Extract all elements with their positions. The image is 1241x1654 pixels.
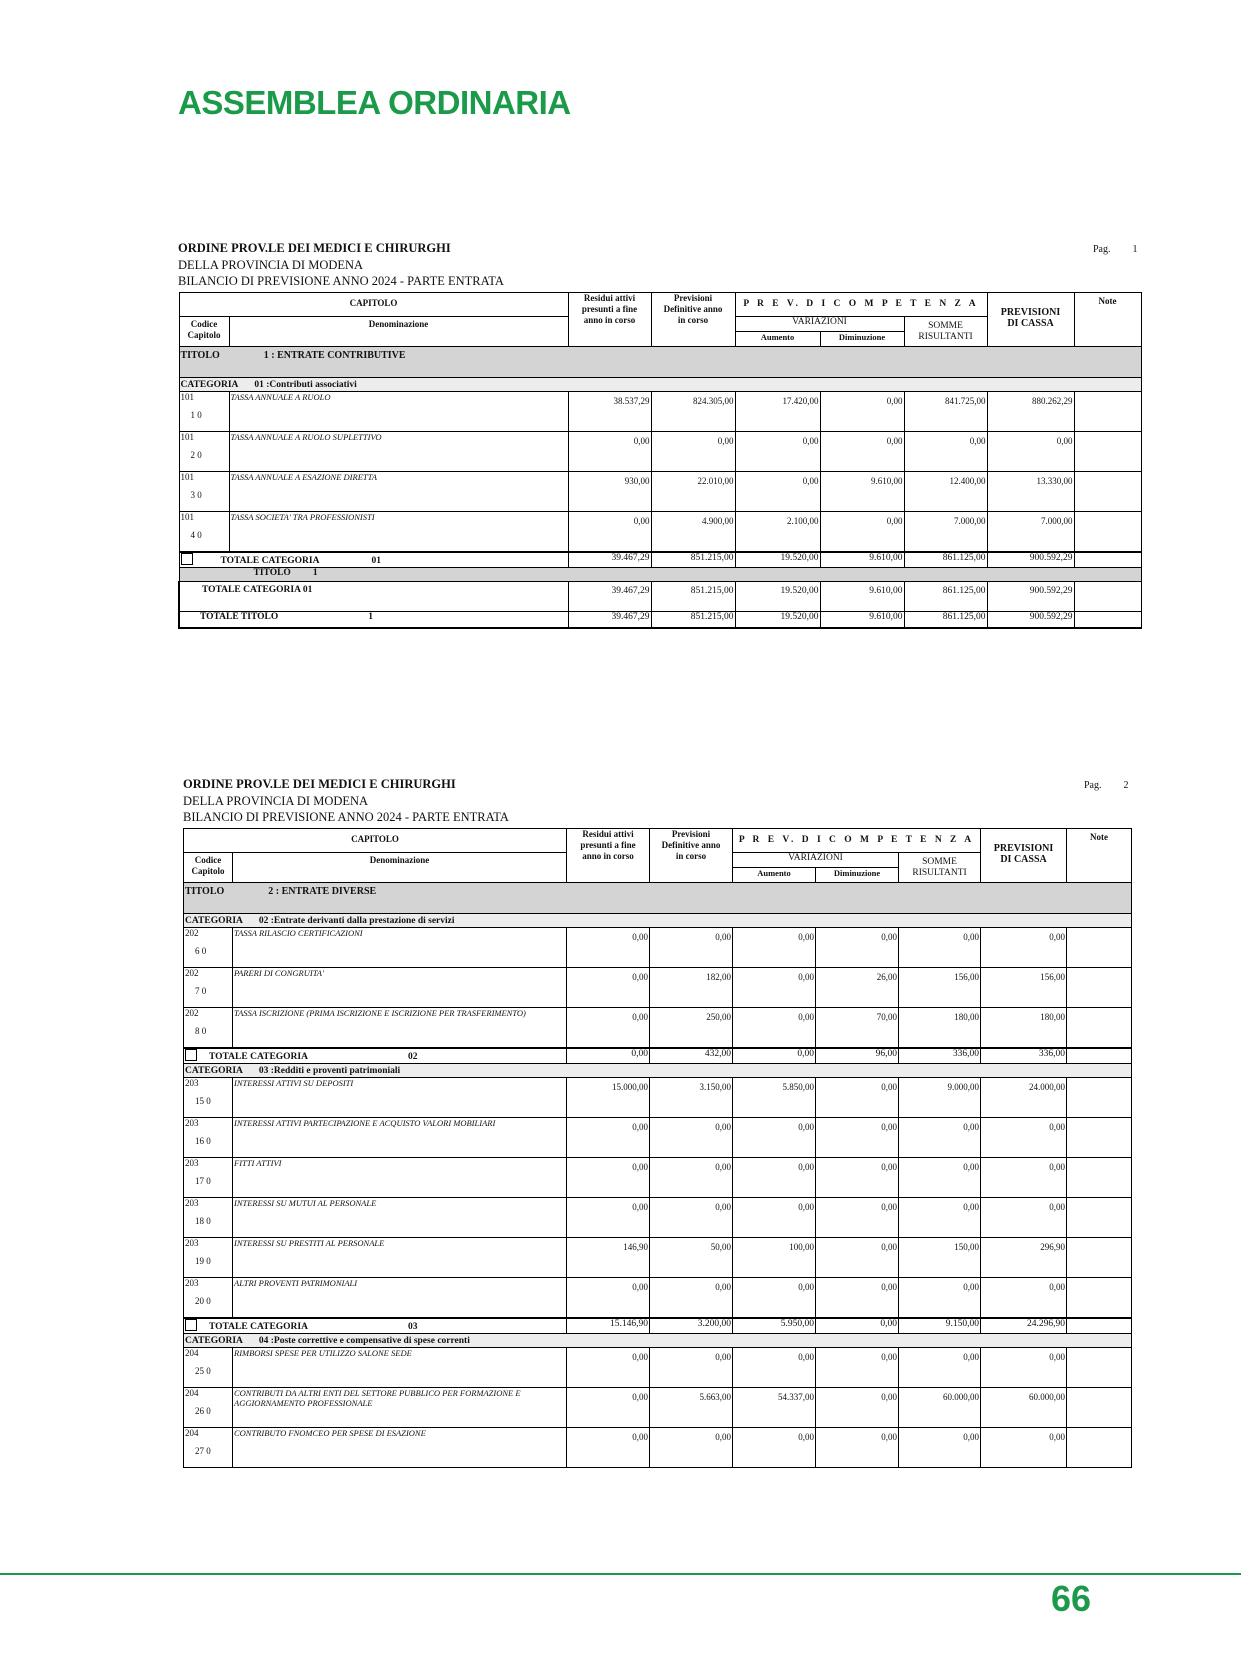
header-variazioni: VARIAZIONI [735,317,904,332]
header-denominazione: Denominazione [229,317,568,347]
header-codice: Codice Capitolo [179,317,229,347]
header-denominazione: Denominazione [233,853,567,883]
value-cassa: 296,90 [981,1238,1067,1278]
codice-capitolo: 101 4 0 [179,512,229,553]
value-prev: 50,00 [650,1238,733,1278]
codice-capitolo: 203 18 0 [184,1198,233,1238]
value-prev: 182,00 [650,968,733,1008]
value-res: 0,00 [567,1278,650,1319]
budget-table-page1: CAPITOLO Residui attivi presunti a fine anno in corso Previsioni Definitive anno in corso P R E V. D I C O M P E T E N Z A PREVISIONI DI CASSA Note Codice Capitolo Denominazione VARIAZIONI SOMME RISULTANTI Aumento Diminuzione TITOLO 1 : ENTRATE CONTRIBUTIVE CATEGORIA 01 :Contributi associativi 101 1 0 TASSA ANNUALE A RUOLO 38.537,29 824.305,00 17.420,00 0,00 841.725,00 880.262,29 101 2 0 TASSA ANNUALE A RUOLO SUPLETTIVO 0,00 0,00 0,00 0,00 0,00 0,00 101 3 0 TASSA ANNUALE A ESAZIONE DIRETTA 930,00 22.010,00 0,00 9.610,00 12.400,00 13.330,00 101 4 0 TASSA SOCIETA' TRA PROFESSIONISTI 0,00 4.900,00 2.100,00 0,00 7.000,00 7.000,00 TOTALE CATEGORIA 01 39.467,29 851.215,00 19.520,00 9.610,00 861.125,00 900.592,29 TITOLO 1 TOTALE CATEGORIA 01 39.467,29 851.215,00 19.520,00 9.610,00 861.125,00 900.592,29 TOTALE TITOLO 1 39.467,29 851.215,00 19.520,00 9.610,00 861.125,00 900.592,29 [178,292,1142,629]
value-dim: 0,00 [816,1278,899,1319]
value-cassa: 7.000,00 [987,512,1074,553]
value-somme: 12.400,00 [904,472,987,512]
value-dim: 0,00 [816,1348,899,1388]
table-row [184,928,1132,968]
value-dim: 70,00 [816,1008,899,1049]
table-row [184,1238,1132,1278]
value-somme: 60.000,00 [899,1388,981,1428]
header-residui: Residui attivi presunti a fine anno in corso [568,293,651,347]
tot-cassa: 900.592,29 [987,552,1074,568]
denominazione: TASSA RILASCIO CERTIFICAZIONI [233,928,567,968]
header-somme-risultanti: SOMME RISULTANTI [904,317,987,347]
value-somme: 0,00 [904,432,987,472]
value-res: 0,00 [568,432,651,472]
table-row [184,968,1132,1008]
value-aum: 0,00 [733,1118,816,1158]
categoria-row: CATEGORIA 01 :Contributi associativi [179,378,1141,392]
table-row [184,1428,1132,1468]
value-cassa: 60.000,00 [981,1388,1067,1428]
titolo-row: TITOLO 1 : ENTRATE CONTRIBUTIVE [179,347,1141,378]
header-capitolo: CAPITOLO [184,829,567,853]
page2-header [183,776,509,826]
table-row [179,512,1141,553]
denominazione: TASSA ANNUALE A RUOLO [229,392,568,432]
value-somme: 0,00 [899,1198,981,1238]
value-aum: 0,00 [733,1158,816,1198]
value-aum: 0,00 [733,1198,816,1238]
value-cassa: 0,00 [981,1278,1067,1319]
codice-capitolo: 202 8 0 [184,1008,233,1049]
value-res: 0,00 [567,1118,650,1158]
denominazione: INTERESSI SU PRESTITI AL PERSONALE [233,1238,567,1278]
checkbox-icon [185,1049,197,1061]
codice-capitolo: 101 1 0 [179,392,229,432]
value-res: 0,00 [567,1158,650,1198]
titolo-summary-row: TITOLO 1 [179,568,1141,582]
page-number: 66 [1050,1578,1091,1619]
table-row [179,472,1141,512]
header-codice: Codice Capitolo [184,853,233,883]
value-cassa: 180,00 [981,1008,1067,1049]
budget-table-page2: CAPITOLO Residui attivi presunti a fine anno in corso Previsioni Definitive anno in corso P R E V. D I C O M P E T E N Z A PREVISIONI DI CASSA Note Codice Capitolo Denominazione VARIAZIONI SOMME RISULTANTI Aumento Diminuzione TITOLO 2 : ENTRATE DIVERSE CATEGORIA 02 :Entrate derivanti dalla prestazione di servizi 202 6 0 TASSA RILASCIO CERTIFICAZIONI 0,00 0,00 0,00 0,00 0,00 0,00 202 7 0 PARERI DI CONGRUITA' 0,00 182,00 0,00 26,00 156,00 156,00 202 8 0 TASSA ISCRIZIONE (PRIMA ISCRIZIONE E ISCRIZIONE PER TRASFERIMENTO) 0,00 250,00 0,00 70,00 180,00 180,00 TOTALE CATEGORIA 02 0,00 432,00 0,00 96,00 336,00 336,00 CATEGORIA 03 :Redditi e proventi patrimoniali 203 15 0 INTERESSI ATTIVI SU DEPOSITI 15.000,00 3.150,00 5.850,00 0,00 9.000,00 24.000,00 203 16 0 INTERESSI ATTIVI PARTECIPAZIONE E ACQUISTO VALORI MOBILIARI 0,00 0,00 0,00 0,00 0,00 0,00 203 17 0 FITTI ATTIVI 0,00 0,00 0,00 0,00 0,00 0,00 203 18 0 INTERESSI SU MUTUI AL PERSONALE 0,00 0,00 0,00 0,00 0,00 0,00 203 19 0 INTERESSI SU PRESTITI AL PERSONALE 146,90 50,00 100,00 0,00 150,00 296,90 203 20 0 ALTRI PROVENTI PATRIMONIALI 0,00 0,00 0,00 0,00 0,00 0,00 TOTALE CATEGORIA 03 15.146,90 3.200,00 5.950,00 0,00 9.150,00 24.296,90 CATEGORIA 04 :Poste correttive e compensative di spese correnti 204 25 0 RIMBORSI SPESE PER UTILIZZO SALONE SEDE 0,00 0,00 0,00 0,00 0,00 0,00 204 26 0 CONTRIBUTI DA ALTRI ENTI DEL SETTORE PUBBLICO PER FORMAZIONE E AGGIORNAMENTO PROFESSIONALE 0,00 5.663,00 54.337,00 0,00 60.000,00 60.000,00 204 27 0 CONTRIBUTO FNOMCEO PER SPESE DI ESAZIONE 0,00 0,00 0,00 0,00 0,00 0,00 [183,828,1132,1468]
table-row [184,1078,1132,1118]
value-somme: 156,00 [899,968,981,1008]
value-prev: 0,00 [650,1118,733,1158]
value-prev: 0,00 [650,1348,733,1388]
header-note: Note [1074,293,1141,347]
totale-categoria-01: TOTALE CATEGORIA 01 [179,552,568,568]
value-aum: 0,00 [733,928,816,968]
value-cassa: 0,00 [981,1198,1067,1238]
value-cassa: 24.000,00 [981,1078,1067,1118]
value-cassa: 0,00 [981,1118,1067,1158]
value-somme: 0,00 [899,1428,981,1468]
note-cell [1067,1278,1132,1319]
header-aumento: Aumento [733,868,816,883]
note-cell [1074,392,1141,432]
tot-somme: 861.125,00 [904,552,987,568]
totale-categoria-03: TOTALE CATEGORIA 03 [184,1318,567,1334]
value-res: 0,00 [568,512,651,553]
codice-capitolo: 101 3 0 [179,472,229,512]
table-row [184,1348,1132,1388]
value-cassa: 0,00 [981,1158,1067,1198]
value-prev: 824.305,00 [651,392,735,432]
value-prev: 0,00 [651,432,735,472]
value-res: 0,00 [567,1348,650,1388]
tot-dim: 9.610,00 [820,552,904,568]
value-somme: 180,00 [899,1008,981,1049]
table-row [184,1388,1132,1428]
codice-capitolo: 202 6 0 [184,928,233,968]
header-residui: Residui attivi presunti a fine anno in corso [567,829,650,883]
value-res: 930,00 [568,472,651,512]
codice-capitolo: 204 26 0 [184,1388,233,1428]
value-somme: 0,00 [899,1118,981,1158]
value-prev: 250,00 [650,1008,733,1049]
value-cassa: 0,00 [981,928,1067,968]
value-prev: 0,00 [650,1198,733,1238]
value-somme: 150,00 [899,1238,981,1278]
header-capitolo: CAPITOLO [179,293,568,317]
page1-pag: Pag. 1 [1093,244,1138,255]
value-res: 38.537,29 [568,392,651,432]
note-cell [1074,472,1141,512]
denominazione: FITTI ATTIVI [233,1158,567,1198]
value-prev: 5.663,00 [650,1388,733,1428]
categoria-04-row: CATEGORIA 04 :Poste correttive e compensative di spese correnti [184,1334,1132,1348]
note-cell [1067,1388,1132,1428]
value-aum: 0,00 [733,968,816,1008]
tot-aum: 19.520,00 [735,552,820,568]
value-dim: 0,00 [820,432,904,472]
denominazione: ALTRI PROVENTI PATRIMONIALI [233,1278,567,1319]
value-cassa: 0,00 [987,432,1074,472]
value-aum: 2.100,00 [735,512,820,553]
totale-categoria-02: TOTALE CATEGORIA 02 [184,1048,567,1064]
codice-capitolo: 203 15 0 [184,1078,233,1118]
note-cell [1067,928,1132,968]
value-aum: 0,00 [735,432,820,472]
table-row [179,432,1141,472]
denominazione: TASSA ANNUALE A ESAZIONE DIRETTA [229,472,568,512]
value-dim: 0,00 [816,1388,899,1428]
value-prev: 3.150,00 [650,1078,733,1118]
value-dim: 0,00 [816,928,899,968]
denominazione: INTERESSI ATTIVI PARTECIPAZIONE E ACQUISTO VALORI MOBILIARI [233,1118,567,1158]
checkbox-icon [181,553,193,565]
value-res: 146,90 [567,1238,650,1278]
codice-capitolo: 203 20 0 [184,1278,233,1319]
value-prev: 4.900,00 [651,512,735,553]
value-dim: 26,00 [816,968,899,1008]
value-somme: 0,00 [899,1348,981,1388]
codice-capitolo: 204 27 0 [184,1428,233,1468]
header-diminuzione: Diminuzione [820,332,904,347]
header-aumento: Aumento [735,332,820,347]
note-cell [1067,1198,1132,1238]
tot-res: 39.467,29 [568,552,651,568]
value-res: 0,00 [567,1428,650,1468]
value-dim: 0,00 [816,1078,899,1118]
value-aum: 0,00 [733,1348,816,1388]
value-prev: 0,00 [650,1428,733,1468]
denominazione: TASSA ANNUALE A RUOLO SUPLETTIVO [229,432,568,472]
value-aum: 0,00 [735,472,820,512]
value-aum: 17.420,00 [735,392,820,432]
value-somme: 0,00 [899,1158,981,1198]
table-row [184,1008,1132,1049]
codice-capitolo: 202 7 0 [184,968,233,1008]
value-dim: 0,00 [820,392,904,432]
codice-capitolo: 203 19 0 [184,1238,233,1278]
footer-rule [0,1573,1241,1575]
denominazione: RIMBORSI SPESE PER UTILIZZO SALONE SEDE [233,1348,567,1388]
denominazione: INTERESSI ATTIVI SU DEPOSITI [233,1078,567,1118]
header-somme-risultanti: SOMME RISULTANTI [899,853,981,883]
totale-titolo-1: TOTALE TITOLO 1 [179,612,568,628]
value-dim: 0,00 [816,1198,899,1238]
table-row [184,1118,1132,1158]
doc-subtitle: BILANCIO DI PREVISIONE ANNO 2024 - PARTE ENTRATA [183,810,509,824]
totale-categoria-01-summary: TOTALE CATEGORIA 01 [179,582,568,612]
value-prev: 0,00 [650,1158,733,1198]
value-cassa: 0,00 [981,1428,1067,1468]
org-province: DELLA PROVINCIA DI MODENA [178,257,364,272]
value-somme: 0,00 [899,1278,981,1319]
codice-capitolo: 204 25 0 [184,1348,233,1388]
value-somme: 0,00 [899,928,981,968]
org-name: ORDINE PROV.LE DEI MEDICI E CHIRURGHI [183,777,456,791]
note-cell [1067,1348,1132,1388]
titolo-row: TITOLO 2 : ENTRATE DIVERSE [184,883,1132,914]
header-previsioni-cassa: PREVISIONI DI CASSA [987,293,1074,347]
value-prev: 0,00 [650,928,733,968]
org-name: ORDINE PROV.LE DEI MEDICI E CHIRURGHI [178,241,451,255]
table-row [184,1278,1132,1319]
doc-subtitle: BILANCIO DI PREVISIONE ANNO 2024 - PARTE ENTRATA [178,274,504,288]
value-cassa: 13.330,00 [987,472,1074,512]
table-row [179,392,1141,432]
value-res: 0,00 [567,1388,650,1428]
note-cell [1067,1118,1132,1158]
note-cell [1067,1158,1132,1198]
value-dim: 9.610,00 [820,472,904,512]
value-res: 0,00 [567,1198,650,1238]
value-dim: 0,00 [820,512,904,553]
value-aum: 0,00 [733,1008,816,1049]
header-previsioni-definitive: Previsioni Definitive anno in corso [650,829,733,883]
denominazione: CONTRIBUTI DA ALTRI ENTI DEL SETTORE PUBBLICO PER FORMAZIONE E AGGIORNAMENTO PROFESSIONALE [233,1388,567,1428]
denominazione: CONTRIBUTO FNOMCEO PER SPESE DI ESAZIONE [233,1428,567,1468]
checkbox-icon [185,1319,197,1331]
note-cell [1067,1238,1132,1278]
value-somme: 9.000,00 [899,1078,981,1118]
value-dim: 0,00 [816,1428,899,1468]
table-row [184,1198,1132,1238]
value-aum: 54.337,00 [733,1388,816,1428]
header-previsioni-cassa: PREVISIONI DI CASSA [981,829,1067,883]
value-prev: 0,00 [650,1278,733,1319]
table-row [184,1158,1132,1198]
tot-prev: 851.215,00 [651,552,735,568]
value-aum: 0,00 [733,1428,816,1468]
value-res: 15.000,00 [567,1078,650,1118]
value-res: 0,00 [567,928,650,968]
denominazione: TASSA ISCRIZIONE (PRIMA ISCRIZIONE E ISCRIZIONE PER TRASFERIMENTO) [233,1008,567,1049]
codice-capitolo: 203 17 0 [184,1158,233,1198]
value-res: 0,00 [567,1008,650,1049]
codice-capitolo: 203 16 0 [184,1118,233,1158]
value-dim: 0,00 [816,1158,899,1198]
header-prev-competenza: P R E V. D I C O M P E T E N Z A [735,293,987,317]
denominazione: TASSA SOCIETA' TRA PROFESSIONISTI [229,512,568,553]
note-cell [1067,1008,1132,1049]
org-province: DELLA PROVINCIA DI MODENA [183,793,369,808]
main-title: ASSEMBLEA ORDINARIA [178,84,571,121]
value-aum: 0,00 [733,1278,816,1319]
value-dim: 0,00 [816,1238,899,1278]
value-prev: 22.010,00 [651,472,735,512]
page1-header [178,240,504,290]
note-cell [1074,432,1141,472]
header-note: Note [1067,829,1132,883]
denominazione: PARERI DI CONGRUITA' [233,968,567,1008]
categoria-03-row: CATEGORIA 03 :Redditi e proventi patrimoniali [184,1064,1132,1078]
value-res: 0,00 [567,968,650,1008]
header-diminuzione: Diminuzione [816,868,899,883]
value-cassa: 156,00 [981,968,1067,1008]
value-somme: 7.000,00 [904,512,987,553]
note-cell [1074,512,1141,553]
header-prev-competenza: P R E V. D I C O M P E T E N Z A [733,829,981,853]
categoria-02-row: CATEGORIA 02 :Entrate derivanti dalla prestazione di servizi [184,914,1132,928]
note-cell [1067,1428,1132,1468]
value-cassa: 0,00 [981,1348,1067,1388]
value-dim: 0,00 [816,1118,899,1158]
codice-capitolo: 101 2 0 [179,432,229,472]
value-aum: 100,00 [733,1238,816,1278]
value-somme: 841.725,00 [904,392,987,432]
value-cassa: 880.262,29 [987,392,1074,432]
note-cell [1067,1078,1132,1118]
value-aum: 5.850,00 [733,1078,816,1118]
note-cell [1067,968,1132,1008]
header-previsioni-definitive: Previsioni Definitive anno in corso [651,293,735,347]
page2-pag: Pag. 2 [1084,780,1129,791]
header-variazioni: VARIAZIONI [733,853,899,868]
denominazione: INTERESSI SU MUTUI AL PERSONALE [233,1198,567,1238]
